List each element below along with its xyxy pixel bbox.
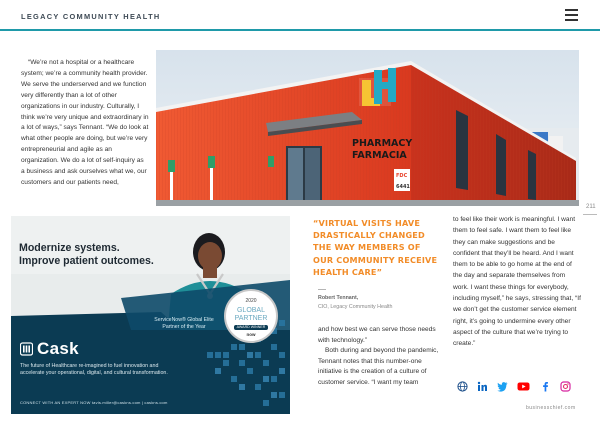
page-number: 211 (586, 204, 596, 210)
pull-quote-line: OUR COMMUNITY RECEIVE (313, 254, 438, 265)
pull-quote-line: DRASTICALLY CHANGED (313, 230, 425, 241)
page-number-divider (583, 214, 597, 215)
ad-headline-line-2: Improve patient outcomes. (19, 255, 154, 267)
youtube-icon[interactable] (517, 379, 530, 390)
badge-award: AWARD WINNER (234, 325, 268, 330)
ad-partner-line-1: ServiceNow® Global Elite (154, 317, 214, 323)
article-paragraph: and how best we can serve those needs with technology.” (318, 326, 436, 344)
quote-author-title: CIO, Legacy Community Health (318, 304, 393, 310)
globe-icon[interactable] (457, 379, 468, 390)
global-partner-award-badge (224, 289, 278, 343)
instagram-icon[interactable] (560, 379, 571, 390)
badge-line-2: PARTNER (234, 315, 268, 322)
svg-text:6441: 6441 (396, 184, 410, 190)
top-bar (0, 0, 600, 29)
footer-website-link[interactable]: businesschief.com (526, 405, 576, 411)
badge-line-1: GLOBAL (236, 307, 265, 314)
article-right-column (453, 214, 581, 350)
badge-year: 2020 (245, 298, 257, 304)
article-paragraph: to feel like their work is meaningful. I want them to feel safe. I want them to feel like they can make suggestions and be confident that they’ll be heard. And I want them to be able to go home at the end of the day and separate themselves from work. I want these things for everybody, including myself,” he says, stressing that, “If we don’t get the customer service element right, it’s going to undermine every other aspect of the culture that we’re trying to create.” (453, 216, 581, 348)
pull-quote-line: “VIRTUAL VISITS HAVE (313, 218, 421, 228)
cask-logo-icon (20, 341, 33, 355)
attribution-divider (318, 289, 326, 290)
ad-partner-text (139, 317, 229, 331)
ad-partner-line-2: Partner of the Year (162, 324, 206, 330)
article-paragraph: Both during and beyond the pandemic, Tennant notes that this number-one initiative is the creation of a culture of customer service. “I want my team (318, 347, 439, 386)
social-icons (457, 379, 571, 391)
ad-contact-link[interactable]: CONNECT WITH AN EXPERT NOW tavis.miller@caskns.com | caskns.com (20, 400, 168, 405)
svg-text:FARMACIA: FARMACIA (352, 150, 407, 161)
svg-text:PHARMACY: PHARMACY (352, 138, 413, 149)
cask-wordmark: Cask (37, 339, 79, 358)
facebook-icon[interactable] (540, 379, 551, 390)
pull-quote (313, 217, 445, 278)
servicenow-logo: now (246, 332, 256, 337)
hamburger-menu-icon[interactable] (565, 9, 578, 21)
building-photo (156, 50, 579, 206)
article-left-column (21, 58, 149, 189)
cask-advertisement[interactable] (11, 216, 290, 414)
article-paragraph: “We’re not a hospital or a healthcare system; we’re a community health provider. We serve the underserved and we function very differently than a lot of other organizations in our industry. Culturally, I think we’re very unique and extraordinary in a lot of ways,” says Tennant. “We do look at what other people are doing, but we’re very entrepreneurial and agile as an organization. We do a lot of self-inquiry as a business and ask ourselves what we, our customers and our patients need, (21, 59, 149, 186)
publication-brand[interactable]: LEGACY COMMUNITY HEALTH (21, 12, 161, 21)
ad-headline-line-1: Modernize systems. (19, 242, 120, 254)
header-divider (0, 29, 600, 31)
svg-text:FDC: FDC (396, 173, 408, 179)
pull-quote-line: THE WAY MEMBERS OF (313, 242, 421, 253)
pull-quote-line: HEALTH CARE” (313, 266, 383, 277)
quote-author: Robert Tennant, (318, 295, 359, 301)
ad-blurb: The future of Healthcare re-imagined to fuel innovation and accelerate your operational, digital, and cultural transformation. (20, 363, 168, 377)
article-middle-column (318, 325, 446, 389)
linkedin-icon[interactable] (477, 379, 488, 390)
twitter-icon[interactable] (497, 379, 508, 390)
cask-logo (20, 339, 79, 359)
ad-headline (19, 242, 154, 268)
building-illustration (156, 50, 579, 206)
